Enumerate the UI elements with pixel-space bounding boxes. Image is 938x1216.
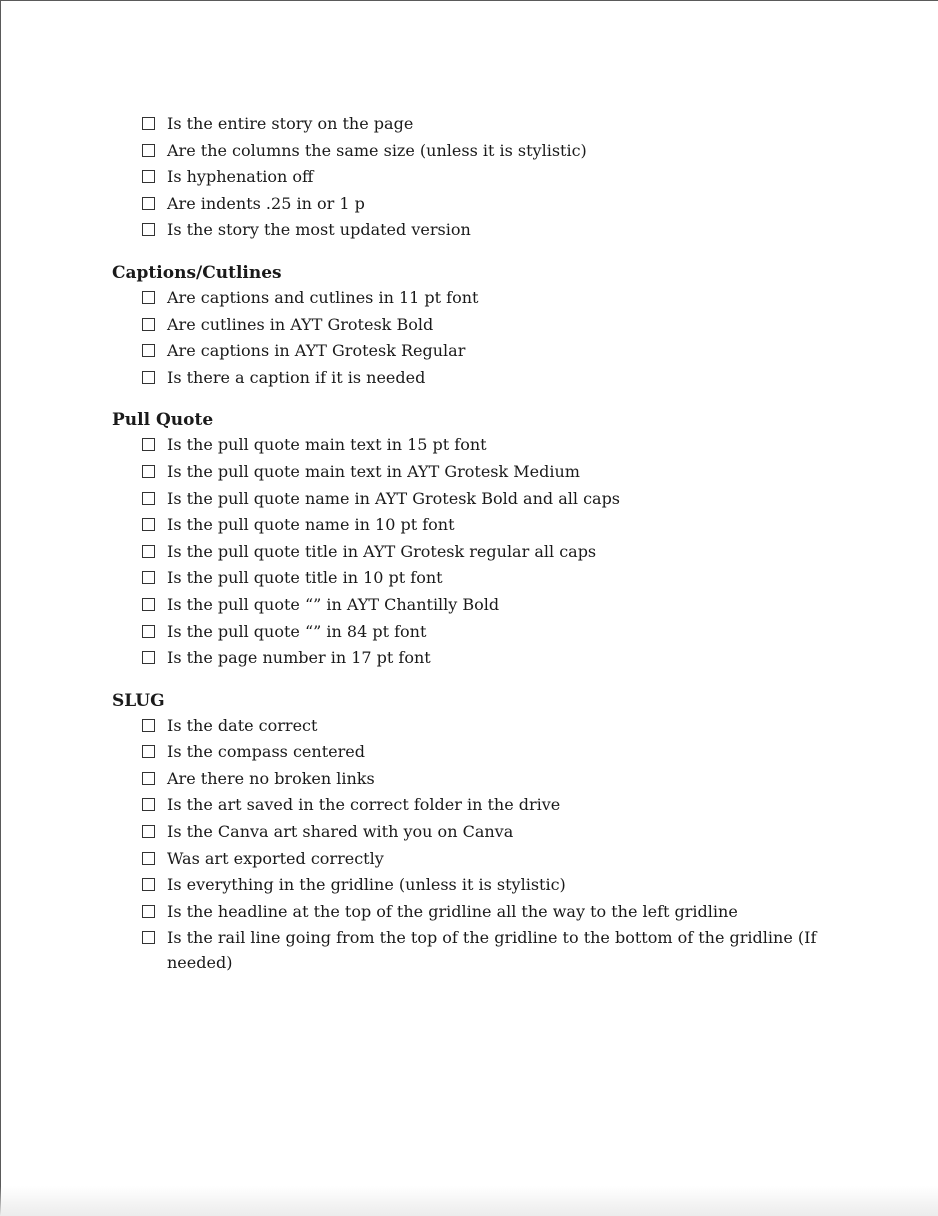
list-item <box>142 925 842 975</box>
checklist-story <box>112 111 842 244</box>
list-item <box>142 432 842 459</box>
item-label: Is the pull quote title in 10 pt font <box>167 568 443 588</box>
list-item <box>142 217 842 244</box>
section-story <box>112 111 842 244</box>
list-item <box>142 365 842 392</box>
item-label: Is the entire story on the page <box>167 114 414 133</box>
list-item <box>142 191 842 218</box>
item-label: Is there a caption if it is needed <box>167 367 426 387</box>
item-label: Is the date correct <box>167 715 318 735</box>
item-label: Are there no broken links <box>167 768 375 788</box>
checkbox-icon[interactable] <box>142 798 155 811</box>
item-label: Is the pull quote name in 10 pt font <box>167 515 455 535</box>
checklist-captions <box>112 285 842 391</box>
checkbox-icon[interactable] <box>142 745 155 758</box>
checklist-pull-quote <box>112 432 842 671</box>
checkbox-icon[interactable] <box>142 905 155 918</box>
item-label: Is the pull quote “” in AYT Chantilly Bold <box>167 594 500 614</box>
item-label: Is the Canva art shared with you on Canva <box>167 822 514 842</box>
checkbox-icon[interactable] <box>142 197 155 210</box>
checkbox-icon[interactable] <box>142 465 155 478</box>
item-label: Are captions and cutlines in 11 pt font <box>167 287 479 307</box>
list-item <box>142 486 842 513</box>
item-label: Is the headline at the top of the gridline all the way to the left gridline <box>167 901 738 921</box>
item-label: Is the pull quote title in AYT Grotesk regular all caps <box>167 541 597 561</box>
section-slug <box>112 689 842 976</box>
checkbox-icon[interactable] <box>142 318 155 331</box>
list-item <box>142 164 842 191</box>
checkbox-icon[interactable] <box>142 371 155 384</box>
item-label: Is the rail line going from the top of the gridline to the bottom of the gridline (If needed) <box>167 928 817 973</box>
list-item <box>142 565 842 592</box>
item-label: Is the pull quote name in AYT Grotesk Bold and all caps <box>167 488 621 508</box>
list-item <box>142 739 842 766</box>
checkbox-icon[interactable] <box>142 291 155 304</box>
checkbox-icon[interactable] <box>142 438 155 451</box>
item-label: Is the pull quote main text in AYT Grotesk Medium <box>167 461 580 481</box>
checkbox-icon[interactable] <box>142 144 155 157</box>
list-item <box>142 792 842 819</box>
checklist-document <box>112 111 842 975</box>
list-item <box>142 619 842 646</box>
checkbox-icon[interactable] <box>142 571 155 584</box>
section-captions <box>112 261 842 391</box>
checkbox-icon[interactable] <box>142 772 155 785</box>
item-label: Is hyphenation off <box>167 167 314 187</box>
item-label: Is the pull quote main text in 15 pt font <box>167 435 487 455</box>
item-label: Are captions in AYT Grotesk Regular <box>167 341 466 361</box>
checkbox-icon[interactable] <box>142 719 155 732</box>
item-label: Is the story the most updated version <box>167 220 471 240</box>
checkbox-icon[interactable] <box>142 170 155 183</box>
list-item <box>142 819 842 846</box>
list-item <box>142 846 842 873</box>
item-label: Is the pull quote “” in 84 pt font <box>167 621 427 641</box>
checklist-slug <box>112 713 842 976</box>
item-label: Is the compass centered <box>167 742 365 762</box>
item-label: Are indents .25 in or 1 p <box>167 193 365 213</box>
list-item <box>142 338 842 365</box>
item-label: Is everything in the gridline (unless it is stylistic) <box>167 875 566 895</box>
checkbox-icon[interactable] <box>142 598 155 611</box>
checkbox-icon[interactable] <box>142 344 155 357</box>
page-bottom-shadow <box>0 1186 938 1216</box>
section-heading: Pull Quote <box>112 410 214 431</box>
item-label: Are the columns the same size (unless it is stylistic) <box>167 140 587 160</box>
list-item <box>142 539 842 566</box>
checkbox-icon[interactable] <box>142 825 155 838</box>
checkbox-icon[interactable] <box>142 223 155 236</box>
section-heading: SLUG <box>112 690 165 711</box>
list-item <box>142 312 842 339</box>
item-label: Was art exported correctly <box>167 848 384 868</box>
list-item <box>142 766 842 793</box>
list-item <box>142 592 842 619</box>
item-label: Are cutlines in AYT Grotesk Bold <box>167 314 434 334</box>
section-pull-quote <box>112 408 842 671</box>
checkbox-icon[interactable] <box>142 651 155 664</box>
list-item <box>142 713 842 740</box>
list-item <box>142 138 842 165</box>
checkbox-icon[interactable] <box>142 625 155 638</box>
item-label: Is the page number in 17 pt font <box>167 648 431 668</box>
section-heading: Captions/Cutlines <box>112 262 282 283</box>
list-item <box>142 459 842 486</box>
checkbox-icon[interactable] <box>142 931 155 944</box>
list-item <box>142 872 842 899</box>
checkbox-icon[interactable] <box>142 878 155 891</box>
checkbox-icon[interactable] <box>142 492 155 505</box>
checkbox-icon[interactable] <box>142 117 155 130</box>
list-item <box>142 512 842 539</box>
list-item <box>142 111 842 138</box>
checkbox-icon[interactable] <box>142 545 155 558</box>
list-item <box>142 899 842 926</box>
item-label: Is the art saved in the correct folder in the drive <box>167 795 561 815</box>
checkbox-icon[interactable] <box>142 518 155 531</box>
list-item <box>142 645 842 672</box>
list-item <box>142 285 842 312</box>
checkbox-icon[interactable] <box>142 852 155 865</box>
